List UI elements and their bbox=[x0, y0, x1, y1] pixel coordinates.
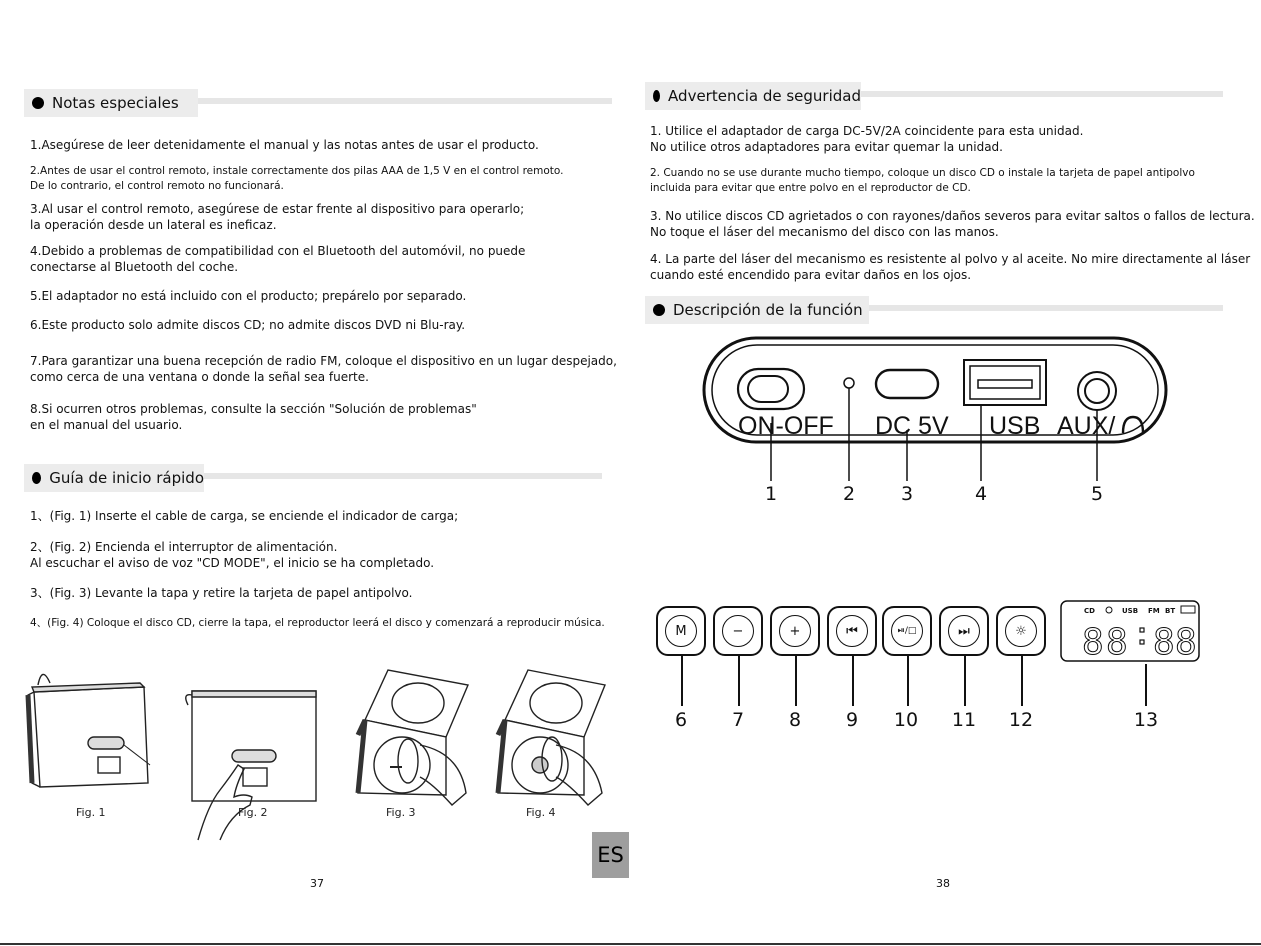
aux-jack-icon bbox=[1078, 372, 1116, 410]
nota-8: 8.Si ocurren otros problemas, consulte la sección "Solución de problemas" en el manual del usuario. bbox=[30, 402, 477, 432]
section-title: Descripción de la función bbox=[673, 301, 863, 319]
fig3-illustration bbox=[358, 670, 468, 805]
bullet-icon bbox=[32, 472, 41, 484]
section-header-advertencia bbox=[645, 82, 1223, 110]
bullet-icon bbox=[32, 97, 44, 109]
fig1-illustration bbox=[28, 674, 150, 787]
callout-5: 5 bbox=[1090, 483, 1104, 505]
mode-button bbox=[656, 606, 706, 656]
section-title: Notas especiales bbox=[52, 94, 179, 112]
page-number-left: 37 bbox=[310, 877, 324, 890]
indicator-usb: USB bbox=[1122, 607, 1139, 615]
nota-5: 5.El adaptador no está incluido con el producto; prepárelo por separado. bbox=[30, 289, 467, 303]
volume-down-button bbox=[713, 606, 763, 656]
repeat-icon bbox=[1106, 607, 1112, 613]
fig4-illustration bbox=[498, 670, 605, 805]
callout-8: 8 bbox=[788, 709, 802, 731]
nota-3: 3.Al usar el control remoto, asegúrese de estar frente al dispositivo para operarlo; la operación desde un lateral es ineficaz. bbox=[30, 202, 525, 232]
nota-2: 2.Antes de usar el control remoto, instale correctamente dos pilas AAA de 1,5 V en el control remoto. De lo contrario, el control remoto no funcionará. bbox=[30, 165, 564, 192]
indicator-led-icon bbox=[844, 378, 854, 388]
callout-11: 11 bbox=[951, 709, 977, 731]
quick-start-figures bbox=[20, 665, 620, 850]
nota-4: 4.Debido a problemas de compatibilidad con el Bluetooth del automóvil, no puede conectarse al Bluetooth del coche. bbox=[30, 244, 526, 274]
minus-icon: − bbox=[722, 615, 754, 647]
label-on-off: ON-OFF bbox=[738, 412, 834, 440]
advertencia-1: 1. Utilice el adaptador de carga DC-5V/2A coincidente para esta unidad. No utilice otros adaptadores para evitar quemar la unidad. bbox=[650, 124, 1084, 154]
callout-9: 9 bbox=[845, 709, 859, 731]
guia-4: 4、(Fig. 4) Coloque el disco CD, cierre la tapa, el reproductor leerá el disco y comenzará a reproducir música. bbox=[30, 617, 605, 629]
play-pause-stop-button bbox=[882, 606, 932, 656]
display-digit: 8 bbox=[1082, 622, 1104, 663]
dc-port-icon bbox=[876, 370, 938, 398]
section-title: Guía de inicio rápido bbox=[49, 469, 204, 487]
callout-7: 7 bbox=[731, 709, 745, 731]
display-digit: 8 bbox=[1106, 622, 1128, 663]
mode-icon: M bbox=[665, 615, 697, 647]
section-header-guia bbox=[24, 464, 602, 492]
section-header-descripcion bbox=[645, 296, 1223, 324]
next-icon: ⏭ bbox=[948, 615, 980, 647]
light-button bbox=[996, 606, 1046, 656]
page-number-right: 38 bbox=[936, 877, 950, 890]
label-aux: AUX/ bbox=[1057, 412, 1116, 440]
indicator-fm: FM bbox=[1148, 607, 1160, 615]
language-badge: ES bbox=[592, 832, 629, 878]
label-dc5v: DC 5V bbox=[875, 412, 949, 440]
guia-2: 2、(Fig. 2) Encienda el interruptor de alimentación. Al escuchar el aviso de voz "CD MODE", el inicio se ha completado. bbox=[30, 540, 435, 570]
next-button bbox=[939, 606, 989, 656]
callout-6: 6 bbox=[674, 709, 688, 731]
guia-1: 1、(Fig. 1) Inserte el cable de carga, se enciende el indicador de carga; bbox=[30, 509, 459, 523]
fig1-caption: Fig. 1 bbox=[76, 806, 106, 819]
advertencia-2: 2. Cuando no se use durante mucho tiempo, coloque un disco CD o instale la tarjeta de papel antipolvo incluida para evitar que entre polvo en el reproductor de CD. bbox=[650, 167, 1195, 194]
play-pause-icon: ⏯/□ bbox=[891, 615, 923, 647]
nota-7: 7.Para garantizar una buena recepción de radio FM, coloque el dispositivo en un lugar despejado, como cerca de una ventana o donde la señal sea fuerte. bbox=[30, 354, 617, 384]
indicator-bt: BT bbox=[1165, 607, 1176, 615]
power-switch-icon bbox=[738, 369, 804, 409]
section-title: Advertencia de seguridad bbox=[668, 87, 861, 105]
display-digit: 8 bbox=[1175, 622, 1197, 663]
callout-2: 2 bbox=[842, 483, 856, 505]
previous-icon: ⏮ bbox=[836, 615, 868, 647]
bottom-rule bbox=[0, 943, 1261, 945]
callout-13: 13 bbox=[1133, 709, 1159, 731]
callout-1: 1 bbox=[764, 483, 778, 505]
bullet-icon bbox=[653, 90, 660, 102]
bullet-icon bbox=[653, 304, 665, 316]
callout-10: 10 bbox=[893, 709, 919, 731]
battery-icon bbox=[1181, 606, 1195, 613]
nota-6: 6.Este producto solo admite discos CD; no admite discos DVD ni Blu-ray. bbox=[30, 318, 466, 332]
fig3-caption: Fig. 3 bbox=[386, 806, 416, 819]
led-display bbox=[1060, 600, 1202, 664]
nota-1: 1.Asegúrese de leer detenidamente el manual y las notas antes de usar el producto. bbox=[30, 138, 539, 152]
label-usb: USB bbox=[989, 412, 1041, 440]
callout-3: 3 bbox=[900, 483, 914, 505]
advertencia-3: 3. No utilice discos CD agrietados o con rayones/daños severos para evitar saltos o fallos de lectura. No toque el láser del mecanismo del disco con las manos. bbox=[650, 209, 1255, 239]
volume-up-button bbox=[770, 606, 820, 656]
advertencia-4: 4. La parte del láser del mecanismo es resistente al polvo y al aceite. No mire directamente al láser cuando esté encendido para evitar daños en los ojos. bbox=[650, 252, 1251, 282]
previous-button bbox=[827, 606, 877, 656]
light-icon: ☼ bbox=[1005, 615, 1037, 647]
callout-4: 4 bbox=[974, 483, 988, 505]
fig2-caption: Fig. 2 bbox=[238, 806, 268, 819]
indicator-cd: CD bbox=[1084, 607, 1095, 615]
display-digit: 8 bbox=[1153, 622, 1175, 663]
fig4-caption: Fig. 4 bbox=[526, 806, 556, 819]
callout-12: 12 bbox=[1008, 709, 1034, 731]
section-header-notas bbox=[24, 89, 612, 117]
plus-icon: + bbox=[779, 615, 811, 647]
guia-3: 3、(Fig. 3) Levante la tapa y retire la tarjeta de papel antipolvo. bbox=[30, 586, 413, 600]
